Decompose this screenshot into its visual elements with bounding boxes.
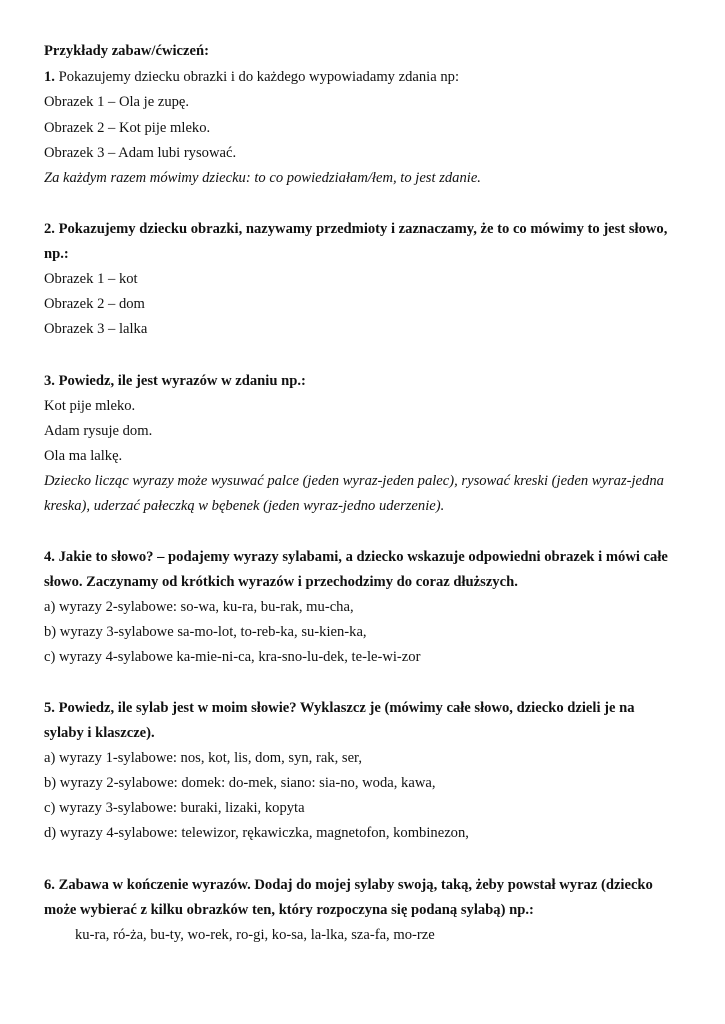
section-5-item: b) wyrazy 2-sylabowe: domek: do-mek, siano: sia-no, woda, kawa, <box>44 775 436 791</box>
section-1-intro-text: Pokazujemy dziecku obrazki i do każdego wypowiadamy zdania np: <box>58 69 459 85</box>
section-3-item: Ola ma lalkę. <box>44 448 123 464</box>
section-2-item: Obrazek 2 – dom <box>44 296 145 312</box>
section-2-title: 2. Pokazujemy dziecku obrazki, nazywamy przedmioty i zaznaczamy, że to co mówimy to jest słowo, <box>44 221 668 237</box>
section-2-title-cont: np.: <box>44 246 69 262</box>
section-5-title-cont: sylaby i klaszcze). <box>44 725 155 741</box>
section-4-item: a) wyrazy 2-sylabowe: so-wa, ku-ra, bu-rak, mu-cha, <box>44 599 354 615</box>
section-1-number: 1. <box>44 69 55 85</box>
section-1-item: Obrazek 2 – Kot pije mleko. <box>44 120 211 136</box>
section-3-item: Kot pije mleko. <box>44 398 136 414</box>
section-1-item: Obrazek 3 – Adam lubi rysować. <box>44 145 237 161</box>
section-5-item: d) wyrazy 4-sylabowe: telewizor, rękawiczka, magnetofon, kombinezon, <box>44 825 469 841</box>
section-3-title: 3. Powiedz, ile jest wyrazów w zdaniu np.: <box>44 373 306 389</box>
section-4-item: c) wyrazy 4-sylabowe ka-mie-ni-ca, kra-sno-lu-dek, te-le-wi-zor <box>44 649 421 665</box>
section-3-item: Adam rysuje dom. <box>44 423 153 439</box>
section-1-intro <box>44 67 459 87</box>
section-2-item: Obrazek 1 – kot <box>44 271 138 287</box>
section-3-note: Dziecko licząc wyrazy może wysuwać palce (jeden wyraz-jeden palec), rysować kreski (jeden wyraz-jedna <box>44 473 664 489</box>
section-4-title: 4. Jakie to słowo? – podajemy wyrazy sylabami, a dziecko wskazuje odpowiedni obrazek i mówi całe <box>44 549 668 565</box>
section-6-title-cont: może wybierać z kilku obrazków ten, który rozpoczyna się podaną sylabą) np.: <box>44 902 534 918</box>
section-1-note: Za każdym razem mówimy dziecku: to co powiedziałam/łem, to jest zdanie. <box>44 170 481 186</box>
document-heading: Przykłady zabaw/ćwiczeń: <box>44 43 209 59</box>
section-3-note-cont: kreska), uderzać pałeczką w bębenek (jeden wyraz-jedno uderzenie). <box>44 498 445 514</box>
section-5-item: c) wyrazy 3-sylabowe: buraki, lizaki, kopyta <box>44 800 305 816</box>
section-4-title-cont: słowo. Zaczynamy od krótkich wyrazów i przechodzimy do coraz dłuższych. <box>44 574 518 590</box>
section-5-item: a) wyrazy 1-sylabowe: nos, kot, lis, dom, syn, rak, ser, <box>44 750 362 766</box>
section-6-examples: ku-ra, ró-ża, bu-ty, wo-rek, ro-gi, ko-sa, la-lka, sza-fa, mo-rze <box>75 927 435 943</box>
section-2-item: Obrazek 3 – lalka <box>44 321 148 337</box>
section-5-title: 5. Powiedz, ile sylab jest w moim słowie? Wyklaszcz je (mówimy całe słowo, dziecko dzieli je na <box>44 700 635 716</box>
section-6-title: 6. Zabawa w kończenie wyrazów. Dodaj do mojej sylaby swoją, taką, żeby powstał wyraz (dziecko <box>44 877 653 893</box>
section-1-item: Obrazek 1 – Ola je zupę. <box>44 94 190 110</box>
section-4-item: b) wyrazy 3-sylabowe sa-mo-lot, to-reb-ka, su-kien-ka, <box>44 624 367 640</box>
